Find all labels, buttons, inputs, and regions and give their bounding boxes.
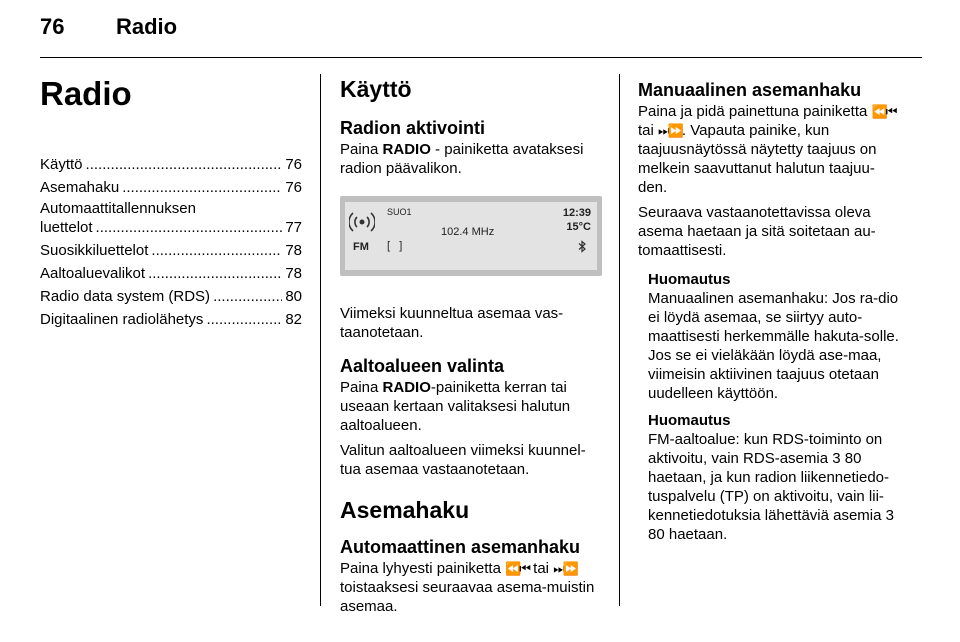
- temperature: 15°C: [566, 221, 591, 234]
- toc-leader: [122, 179, 282, 196]
- subsection-heading: Aaltoalueen valinta: [340, 356, 505, 377]
- page-reference[interactable]: 3 80: [648, 506, 894, 543]
- toc-page: 82: [285, 311, 302, 329]
- radio-display-image: [340, 196, 602, 276]
- subsection-heading: Automaattinen asemanhaku: [340, 537, 581, 558]
- toc-label-line1: Automaattitallennuksen: [40, 200, 196, 218]
- toc-page: 78: [285, 265, 302, 283]
- page-header: [40, 14, 920, 50]
- note-text: FM-aaltoalue: kun RDS-toiminto on aktivoitu, vain RDS-asemia 3 80 haetaan, ja kun radion liikennetiedo-tuspalvelu (TP) on aktivoitu, vain lii-kennetiedotuksia lähettäviä asemia 3 80 haetaan.: [648, 430, 894, 543]
- toc-leader: [213, 288, 282, 305]
- toc-entry[interactable]: [40, 259, 302, 282]
- section-heading: Käyttö: [340, 76, 412, 102]
- toc-label: Suosikkiluettelot: [40, 242, 149, 260]
- band: FM: [353, 241, 369, 254]
- paragraph: Paina lyhyesti painiketta ⏪⏮ tai ⏭⏩ toistaaksesi seuraavaa asema-muistin asemaa.: [340, 559, 595, 615]
- note-box: [638, 270, 902, 403]
- right-column: [638, 68, 902, 550]
- paragraph: Paina RADIO-painiketta kerran tai useaan kertaan valitaksesi halutun aaltoalueen.: [340, 378, 571, 434]
- toc-leader: [148, 265, 282, 282]
- paragraph: Paina ja pidä painettuna painiketta ⏪⏮ tai ⏭⏩. Vapauta painike, kun taajuusnäytössä näytetty taajuus on melkein saavuttanut halutun taajuu-den.: [638, 102, 896, 196]
- toc-page: 80: [285, 288, 302, 306]
- toc-page: 76: [285, 179, 302, 197]
- subsection-heading: Manuaalinen asemanhaku: [638, 80, 862, 100]
- toc-column: [40, 68, 302, 328]
- toc-page: 78: [285, 242, 302, 260]
- page-number: 76: [40, 14, 65, 39]
- toc-entry[interactable]: [40, 236, 302, 259]
- toc-page: 77: [285, 219, 302, 237]
- toc-entry[interactable]: [40, 173, 302, 196]
- toc-entry[interactable]: [40, 150, 302, 173]
- toc-label: luettelot: [40, 219, 93, 237]
- clock: 12:39: [562, 207, 591, 220]
- frequency: 102.4 MHz: [441, 226, 495, 239]
- note-title: Huomautus: [648, 270, 731, 288]
- toc-label: Asemahaku: [40, 179, 120, 197]
- header-title: Radio: [116, 14, 178, 39]
- bluetooth-icon: [578, 240, 587, 253]
- paragraph: Valitun aaltoalueen viimeksi kuunnel-tua asemaa vastaanotetaan.: [340, 441, 586, 478]
- seek-back-icon: ⏪⏮: [871, 103, 896, 119]
- preset-brackets: [ ]: [387, 240, 403, 253]
- column-divider: [320, 74, 321, 606]
- section-heading: Asemahaku: [340, 496, 470, 523]
- toc-leader: [96, 219, 283, 236]
- column-divider: [619, 74, 620, 606]
- subsection-heading: Radion aktivointi: [340, 118, 486, 139]
- table-of-contents: [40, 150, 302, 328]
- page-reference[interactable]: 3 80: [832, 449, 862, 467]
- toc-label: Digitaalinen radiolähetys: [40, 311, 204, 329]
- toc-entry[interactable]: [40, 282, 302, 305]
- radio-broadcast-icon: [349, 208, 375, 234]
- toc-entry[interactable]: [40, 196, 302, 236]
- seek-forward-icon: ⏭⏩: [553, 560, 578, 576]
- middle-column: [340, 68, 602, 622]
- note-text: Manuaalinen asemanhaku: Jos ra-dio ei löydä asemaa, se siirtyy auto-maattisesti herkemmälle hakuta-solle. Jos se ei vieläkään löydä ase-maa, viimeisin aktiivinen taajuus otetaan uudelleen käyttöön.: [648, 289, 899, 402]
- toc-label: Radio data system (RDS): [40, 288, 211, 306]
- header-rule: [40, 57, 922, 58]
- toc-leader: [206, 311, 282, 328]
- toc-label: Aaltoaluevalikot: [40, 265, 146, 283]
- paragraph: Seuraava vastaanotettavissa oleva asema haetaan ja sitä soitetaan au-tomaattisesti.: [638, 203, 876, 259]
- toc-leader: [86, 156, 283, 173]
- note-box: [638, 411, 902, 544]
- toc-entry[interactable]: [40, 305, 302, 328]
- paragraph: Viimeksi kuunneltua asemaa vas-taanotetaan.: [340, 305, 564, 342]
- toc-label: Käyttö: [40, 156, 83, 174]
- paragraph: Paina RADIO - painiketta avataksesi radion päävalikon.: [340, 141, 584, 178]
- seek-back-icon: ⏪⏮: [505, 560, 529, 576]
- seek-forward-icon: ⏭⏩: [658, 122, 682, 138]
- note-title: Huomautus: [648, 411, 731, 429]
- toc-leader: [151, 242, 282, 259]
- station-id: SUO1: [387, 207, 412, 218]
- chapter-title: Radio: [40, 75, 132, 112]
- toc-page: 76: [285, 156, 302, 174]
